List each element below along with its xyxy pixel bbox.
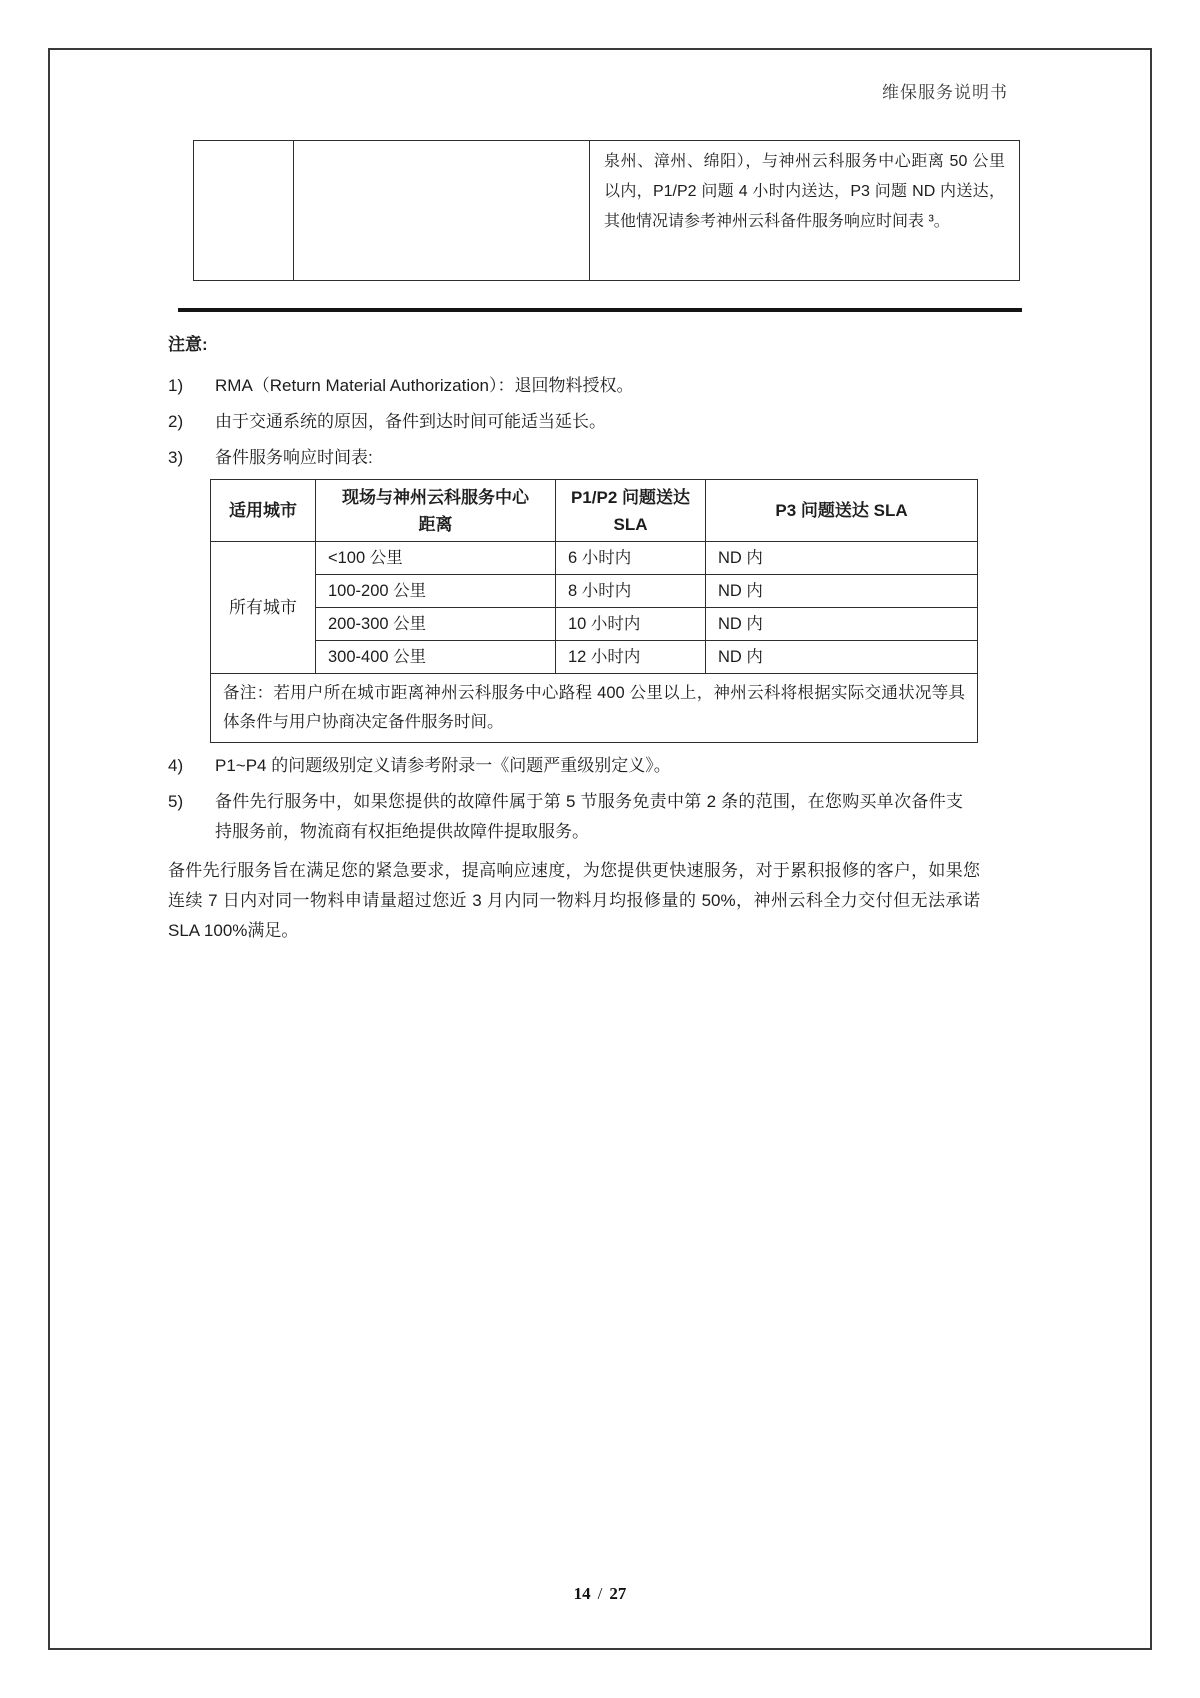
list-item-text: 备件先行服务中，如果您提供的故障件属于第 5 节服务免责中第 2 条的范围，在您购买单次备件支持服务前，物流商有权拒绝提供故障件提取服务。	[215, 792, 963, 841]
sla-p1p2-cell: 6 小时内	[556, 542, 706, 575]
sla-header-distance-line2: 距离	[418, 514, 453, 534]
sla-header-p3	[706, 480, 978, 542]
current-page-number: 14	[573, 1584, 591, 1603]
sla-table-row	[211, 542, 978, 575]
sla-header-p3-label: P3 问题送达 SLA	[775, 501, 908, 520]
list-item-text: P1~P4 的问题级别定义请参考附录一《问题严重级别定义》。	[215, 756, 671, 775]
sla-p1p2-cell: 8 小时内	[556, 575, 706, 608]
list-item-number: 3)	[168, 448, 184, 467]
sla-table-header-row	[211, 480, 978, 542]
sla-distance-cell: 200-300 公里	[316, 608, 556, 641]
list-item	[168, 751, 980, 781]
sla-header-distance	[316, 480, 556, 542]
sla-p1p2-cell: 12 小时内	[556, 641, 706, 674]
sla-p3-cell: ND 内	[706, 542, 978, 575]
continuation-cell-empty-2	[294, 141, 590, 281]
sla-city-group-cell: 所有城市	[211, 542, 316, 674]
list-item-number: 2)	[168, 412, 184, 431]
list-item-number: 4)	[168, 756, 184, 775]
notes-heading: 注意:	[168, 335, 208, 354]
continuation-cell-empty-1	[194, 141, 294, 281]
sla-header-p1p2-line2: SLA	[613, 514, 648, 534]
list-item-text: 由于交通系统的原因，备件到达时间可能适当延长。	[215, 412, 606, 431]
sla-header-city	[211, 480, 316, 542]
list-item	[168, 787, 980, 847]
section-divider-rule	[178, 308, 1022, 312]
sla-header-p1p2	[556, 480, 706, 542]
sla-p3-cell: ND 内	[706, 641, 978, 674]
sla-response-table	[210, 479, 978, 743]
sla-table-row	[211, 575, 978, 608]
document-header-title: 维保服务说明书	[882, 83, 1008, 102]
page-number-separator: /	[597, 1584, 603, 1603]
sla-header-p1p2-line1: P1/P2 问题送达	[570, 487, 691, 507]
sla-p1p2-cell: 10 小时内	[556, 608, 706, 641]
sla-p3-cell: ND 内	[706, 575, 978, 608]
total-page-count: 27	[609, 1584, 627, 1603]
sla-table-row	[211, 608, 978, 641]
notes-section	[168, 330, 980, 946]
list-item	[168, 371, 980, 401]
sla-header-distance-line1: 现场与神州云科服务中心	[342, 487, 529, 507]
sla-table-remark-row	[211, 674, 978, 743]
list-item-text: RMA（Return Material Authorization）：退回物料授权。	[215, 376, 634, 395]
sla-remark-cell: 备注：若用户所在城市距离神州云科服务中心路程 400 公里以上，神州云科将根据实际交通状况等具体条件与用户协商决定备件服务时间。	[211, 674, 978, 743]
sla-table-row	[211, 641, 978, 674]
continuation-cell-paragraph: 泉州、漳州、绵阳），与神州云科服务中心距离 50 公里以内，P1/P2 问题 4 小时内送达，P3 问题 ND 内送达，其他情况请参考神州云科备件服务响应时间表 ³。	[604, 153, 1005, 230]
list-item	[168, 443, 980, 473]
sla-distance-cell: 100-200 公里	[316, 575, 556, 608]
continuation-cell-text	[590, 141, 1020, 281]
list-item-number: 5)	[168, 792, 184, 811]
sla-p3-cell: ND 内	[706, 608, 978, 641]
page-number-footer	[0, 1584, 1200, 1604]
sla-distance-cell: <100 公里	[316, 542, 556, 575]
list-item-text: 备件服务响应时间表:	[215, 448, 373, 467]
list-item	[168, 407, 980, 437]
sla-header-city-label: 适用城市	[229, 501, 297, 520]
list-item-number: 1)	[168, 376, 184, 395]
continuation-table	[193, 140, 1020, 281]
continuation-table-row	[194, 141, 1020, 281]
closing-paragraph: 备件先行服务旨在满足您的紧急要求，提高响应速度，为您提供更快速服务，对于累积报修的客户，如果您连续 7 日内对同一物料申请量超过您近 3 月内同一物料月均报修量的 50%，神州云科全力交付但无法承诺 SLA 100%满足。	[168, 861, 980, 940]
sla-distance-cell: 300-400 公里	[316, 641, 556, 674]
